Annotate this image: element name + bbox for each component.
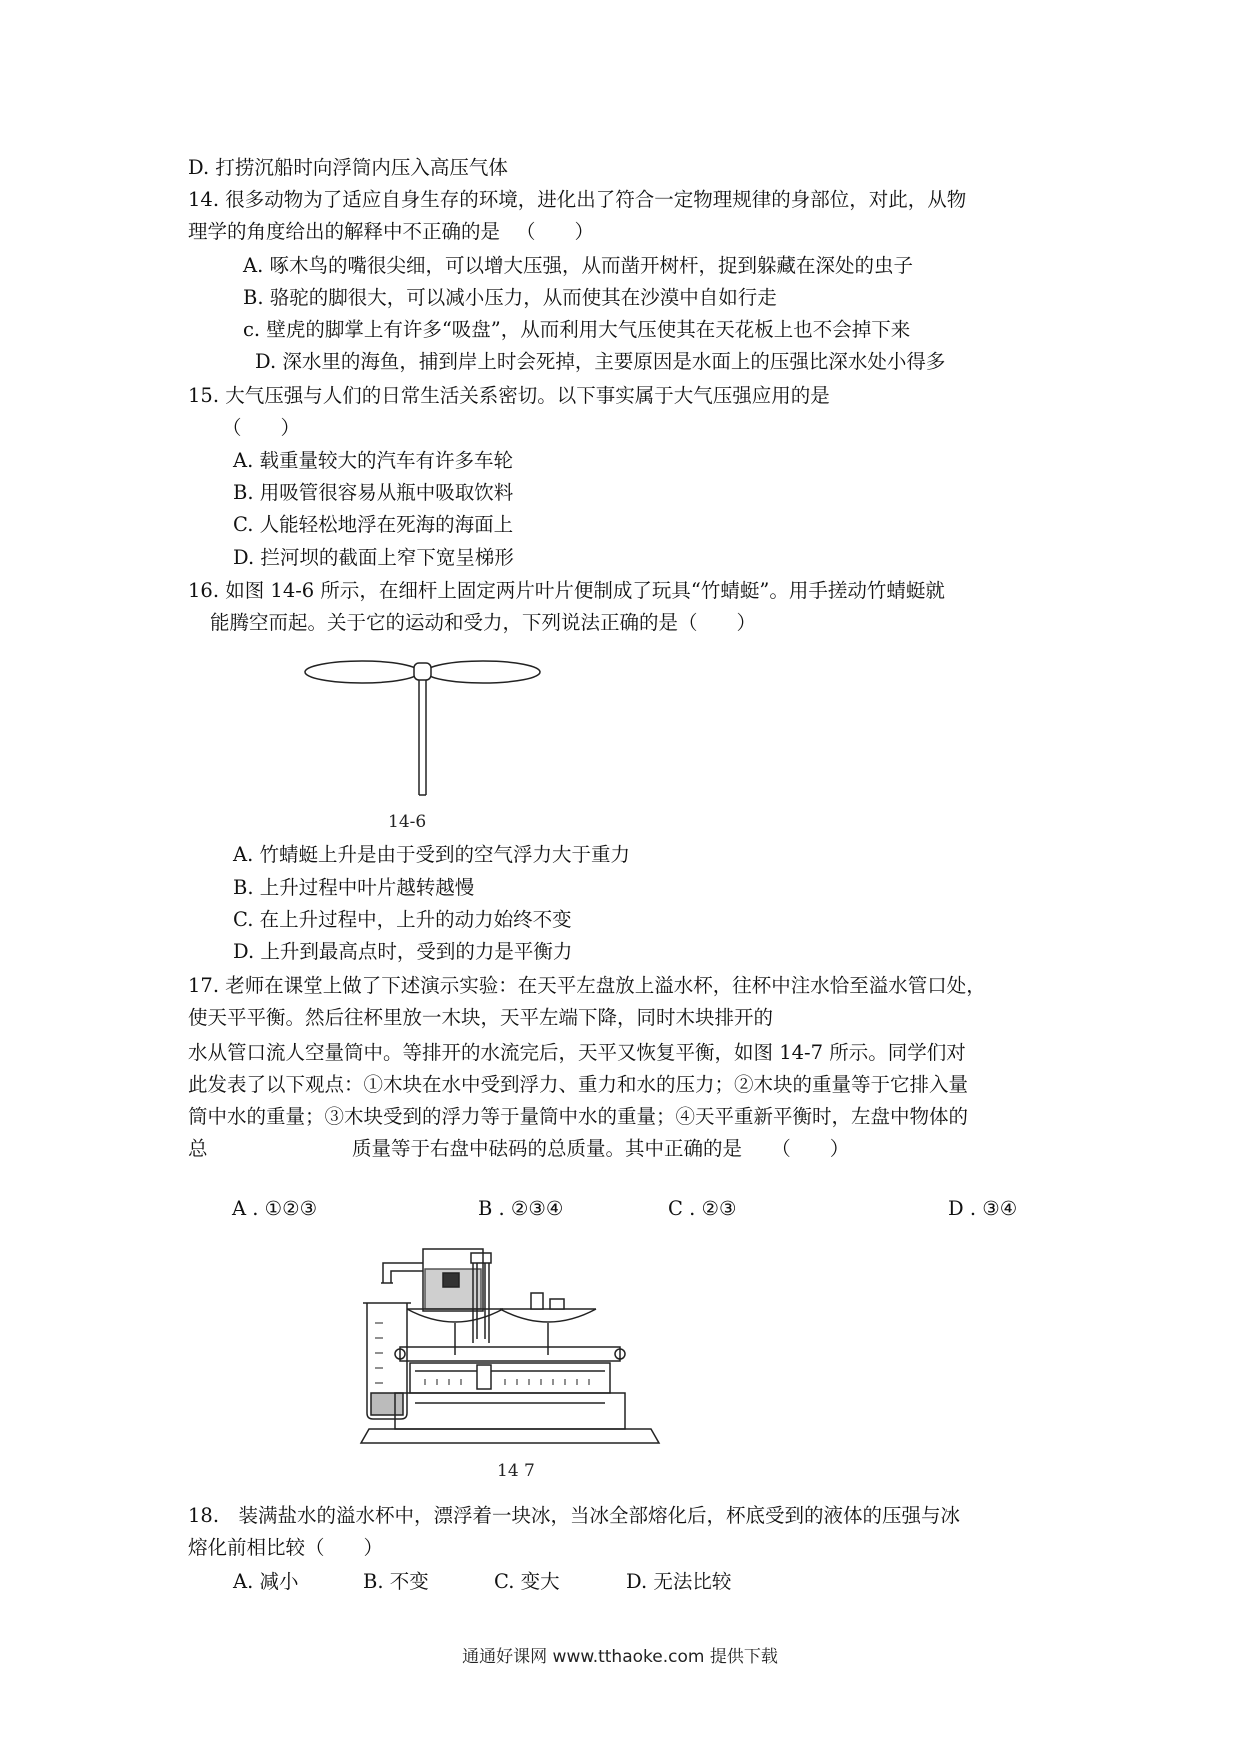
q14-option-a: A. 啄木鸟的嘴很尖细，可以增大压强，从而凿开树杆，捉到躲藏在深处的虫子 <box>243 254 913 277</box>
q18-stem-line2: 熔化前相比较（ ） <box>188 1536 384 1559</box>
q15-option-d: D. 拦河坝的截面上窄下宽呈梯形 <box>233 546 514 569</box>
q17-line5: 筒中水的重量；③木块受到的浮力等于量筒中水的重量；④天平重新平衡时，左盘中物体的 <box>188 1105 969 1128</box>
q16-stem-line2: 能腾空而起。关于它的运动和受力，下列说法正确的是（ ） <box>210 611 757 634</box>
page-footer: 通通好课网 www.tthaoke.com 提供下载 <box>462 1647 778 1667</box>
q14-stem-line1: 14. 很多动物为了适应自身生存的环境，进化出了符合一定物理规律的身部位，对此，从物 <box>188 188 967 211</box>
q13-option-d: D. 打捞沉船时向浮筒内压入高压气体 <box>188 156 508 179</box>
q17-option-d: D . ③④ <box>948 1197 1018 1220</box>
q16-option-c: C. 在上升过程中，上升的动力始终不变 <box>233 908 572 931</box>
q17-line6-rest: 质量等于右盘中砝码的总质量。其中正确的是 （ ） <box>352 1137 850 1160</box>
q18-option-b: B. 不变 <box>363 1570 429 1593</box>
q16-option-a: A. 竹蜻蜓上升是由于受到的空气浮力大于重力 <box>233 843 630 866</box>
q14-option-c: c. 壁虎的脚掌上有许多“吸盘”，从而利用大气压使其在天花板上也不会掉下来 <box>243 318 911 341</box>
q14-option-b: B. 骆驼的脚很大，可以减小压力，从而使其在沙漠中自如行走 <box>243 286 777 309</box>
q17-option-b: B . ②③④ <box>478 1197 564 1220</box>
q17-line4: 此发表了以下观点：①木块在水中受到浮力、重力和水的压力；②木块的重量等于它排入量 <box>188 1073 969 1096</box>
q17-line3: 水从管口流人空量筒中。等排开的水流完后，天平又恢复平衡，如图 14-7 所示。同学们对 <box>188 1041 966 1064</box>
q15-option-b: B. 用吸管很容易从瓶中吸取饮料 <box>233 481 514 504</box>
q17-line2: 使天平平衡。然后往杯里放一木块，天平左端下降，同时木块排开的 <box>188 1006 774 1029</box>
q15-option-c: C. 人能轻松地浮在死海的海面上 <box>233 513 514 536</box>
balance-overflow-figure <box>355 1243 675 1458</box>
q16-option-b: B. 上升过程中叶片越转越慢 <box>233 876 475 899</box>
bamboo-dragonfly-figure <box>300 655 550 815</box>
q14-option-d: D. 深水里的海鱼，捕到岸上时会死掉，主要原因是水面上的压强比深水处小得多 <box>255 350 946 373</box>
q18-option-a: A. 减小 <box>233 1570 299 1593</box>
q17-line1: 17. 老师在课堂上做了下述演示实验：在天平左盘放上溢水杯，往杯中注水恰至溢水管口处， <box>188 974 986 997</box>
q14-stem-line2: 理学的角度给出的解释中不正确的是 （ ） <box>188 220 594 243</box>
q17-option-a: A . ①②③ <box>232 1197 318 1220</box>
figure-14-7-label: 14 7 <box>497 1461 535 1481</box>
q15-stem-line2: （ ） <box>222 416 301 439</box>
figure-14-6-label: 14-6 <box>388 812 427 832</box>
q15-stem-line1: 15. 大气压强与人们的日常生活关系密切。以下事实属于大气压强应用的是 <box>188 384 830 407</box>
q18-option-c: C. 变大 <box>494 1570 560 1593</box>
q16-option-d: D. 上升到最高点时，受到的力是平衡力 <box>233 940 573 963</box>
q18-option-d: D. 无法比较 <box>626 1570 732 1593</box>
q18-stem-line1: 18. 装满盐水的溢水杯中，漂浮着一块冰，当冰全部熔化后，杯底受到的液体的压强与冰 <box>188 1504 961 1527</box>
q16-stem-line1: 16. 如图 14-6 所示，在细杆上固定两片叶片便制成了玩具“竹蜻蜓”。用手搓动竹蜻蜓就 <box>188 579 945 602</box>
q17-option-c: C . ②③ <box>668 1197 737 1220</box>
q17-line6-start: 总 <box>188 1137 208 1160</box>
q15-option-a: A. 载重量较大的汽车有许多车轮 <box>233 449 513 472</box>
